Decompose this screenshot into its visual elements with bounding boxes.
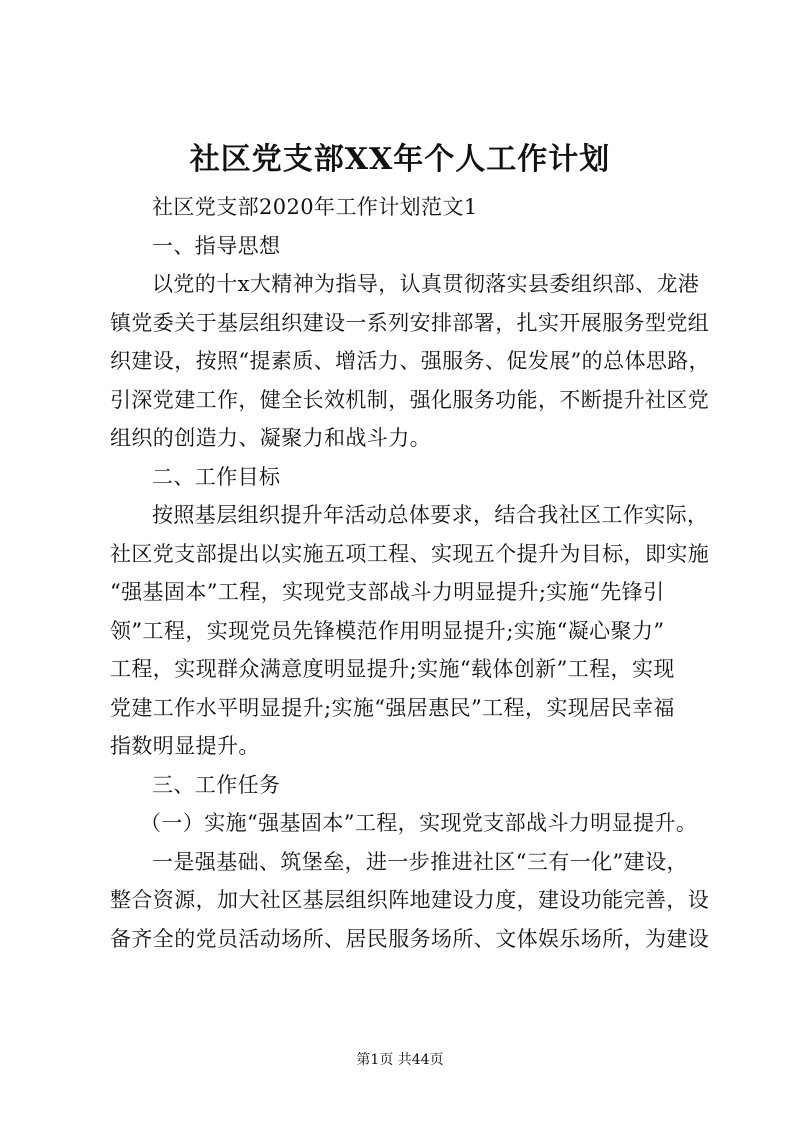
paragraph-line: 整合资源，加大社区基层组织阵地建设力度，建设功能完善，设 xyxy=(110,888,710,912)
paragraph-line: 工程，实现群众满意度明显提升;实施“载体创新”工程，实现 xyxy=(110,657,675,681)
section-heading: 三、工作任务 xyxy=(152,772,281,797)
paragraph-line: 织建设，按照“提素质、增活力、强服务、促发展”的总体思路， xyxy=(110,349,711,373)
paragraph-line: 备齐全的党员活动场所、居民服务场所、文体娱乐场所，为建设 xyxy=(110,926,710,951)
paragraph-line: 引深党建工作，健全长效机制，强化服务功能，不断提升社区党 xyxy=(110,387,710,412)
paragraph-line: 按照基层组织提升年活动总体要求，结合我社区工作实际， xyxy=(152,503,709,527)
document-title: 社区党支部XX年个人工作计划 xyxy=(189,142,611,177)
subtitle-line: 社区党支部2020年工作计划范文1 xyxy=(152,195,478,219)
section-heading: 一、指导思想 xyxy=(152,233,281,258)
paragraph-line: 党建工作水平明显提升;实施“强居惠民”工程，实现居民幸福 xyxy=(110,695,675,720)
paragraph-line: 社区党支部提出以实施五项工程、实现五个提升为目标，即实施 xyxy=(110,541,710,566)
paragraph-line: 镇党委关于基层组织建设一系列安排部署，扎实开展服务型党组 xyxy=(110,310,710,335)
paragraph-line: 组织的创造力、凝聚力和战斗力。 xyxy=(110,426,431,450)
paragraph-line: 以党的十x大精神为指导，认真贯彻落实县委组织部、龙港 xyxy=(152,272,700,296)
paragraph-line: 指数明显提升。 xyxy=(110,734,260,758)
paragraph-line: “强基固本”工程，实现党支部战斗力明显提升;实施“先锋引 xyxy=(110,580,665,604)
document-body xyxy=(110,188,711,958)
section-heading: 二、工作目标 xyxy=(152,464,281,489)
paragraph-line: 一是强基础、筑堡垒，进一步推进社区“三有一化”建设， xyxy=(152,849,688,874)
page-number-footer: 第1页 共44页 xyxy=(356,1052,444,1068)
subsection-heading: （一）实施“强基固本”工程，实现党支部战斗力明显提升。 xyxy=(140,811,698,835)
paragraph-line: 领”工程，实现党员先锋模范作用明显提升;实施“凝心聚力” xyxy=(110,618,665,643)
